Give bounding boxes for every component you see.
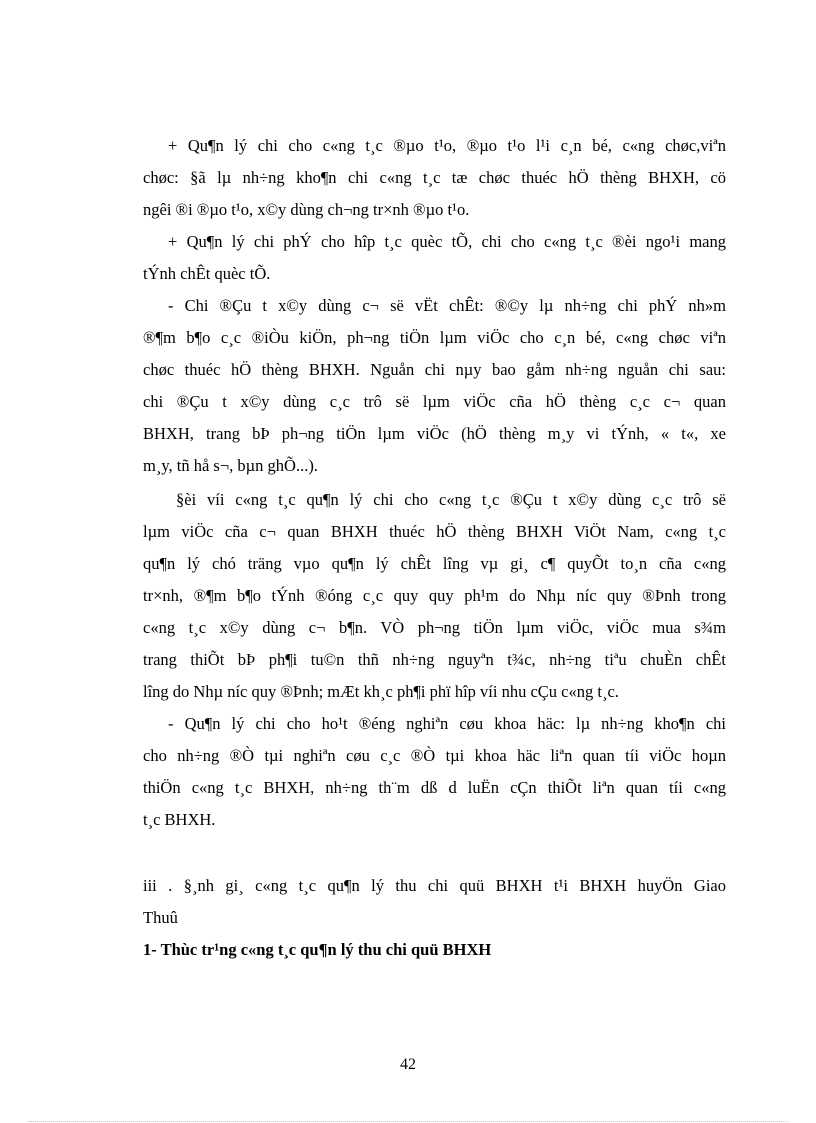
paragraph-line: chøc: §ã lµ nh÷ng kho¶n chi c«ng t¸c tæ chøc thuéc hÖ thèng BHXH, cö (143, 168, 726, 187)
paragraph-line: §èi víi c«ng t¸c qu¶n lý chi cho c«ng t¸c ®Çu t x©y dùng c¸c trô së (176, 490, 726, 509)
paragraph-line: trang thiÕt bÞ ph¶i tu©n thñ nh÷ng nguyªn t¾c, nh÷ng tiªu chuÈn chÊt (143, 650, 726, 669)
paragraph-line: chi ®Çu t x©y dùng c¸c trô së lµm viÖc cña hÖ thèng c¸c c¬ quan (143, 392, 726, 411)
paragraph-line: ®¶m b¶o c¸c ®iÒu kiÖn, ph¬ng tiÖn lµm viÖc cho c¸n bé, c«ng chøc viªn (143, 328, 726, 347)
paragraph-line: qu¶n lý chó träng vµo qu¶n lý chÊt lîng vµ gi¸ c¶ quyÕt to¸n cña c«ng (143, 554, 726, 573)
paragraph-line: tr×nh, ®¶m b¶o tÝnh ®óng c¸c quy quy ph¹m do Nhµ níc quy ®Þnh trong (143, 586, 726, 605)
paragraph-line: - Chi ®Çu t x©y dùng c¬ së vËt chÊt: ®©y lµ nh÷ng chi phÝ nh»m (168, 296, 726, 315)
paragraph-line: m¸y, tñ hå s¬, bµn ghÕ...). (143, 456, 318, 475)
section-heading-line: Thuû (143, 908, 178, 927)
paragraph-line: tÝnh chÊt quèc tÕ. (143, 264, 271, 283)
subsection-heading: 1- Thùc tr¹ng c«ng t¸c qu¶n lý thu chi quü BHXH (143, 940, 492, 959)
paragraph-line: + Qu¶n lý chi cho c«ng t¸c ®µo t¹o, ®µo t¹o l¹i c¸n bé, c«ng chøc,viªn (168, 136, 726, 155)
paragraph-line: lîng do Nhµ níc quy ®Þnh; mÆt kh¸c ph¶i phï hîp víi nhu cÇu c«ng t¸c. (143, 682, 619, 701)
paragraph-line: lµm viÖc cña c¬ quan BHXH thuéc hÖ thèng BHXH ViÖt Nam, c«ng t¸c (143, 522, 726, 541)
paragraph-line: ngêi ®i ®µo t¹o, x©y dùng ch¬ng tr×nh ®µo t¹o. (143, 200, 470, 219)
paragraph-line: + Qu¶n lý chi phÝ cho hîp t¸c quèc tÕ, chi cho c«ng t¸c ®èi ngo¹i mang (168, 232, 726, 251)
paragraph-line: BHXH, trang bÞ ph¬ng tiÖn lµm viÖc (hÖ thèng m¸y vi tÝnh, « t«, xe (143, 424, 726, 443)
page-number: 42 (400, 1056, 416, 1073)
paragraph-line: t¸c BHXH. (143, 810, 216, 829)
paragraph-line: cho nh÷ng ®Ò tµi nghiªn cøu c¸c ®Ò tµi khoa häc liªn quan tíi viÖc hoµn (143, 746, 726, 765)
page-bottom-divider (28, 1121, 788, 1122)
paragraph-line: chøc thuéc hÖ thèng BHXH. Nguån chi nµy bao gåm nh÷ng nguån chi sau: (143, 360, 726, 379)
paragraph-line: - Qu¶n lý chi cho ho¹t ®éng nghiªn cøu khoa häc: lµ nh÷ng kho¶n chi (168, 714, 726, 733)
section-heading-line: iii . §¸nh gi¸ c«ng t¸c qu¶n lý thu chi quü BHXH t¹i BHXH huyÖn Giao (143, 876, 726, 895)
paragraph-line: thiÖn c«ng t¸c BHXH, nh÷ng th¨m dß d luËn cÇn thiÕt liªn quan tíi c«ng (143, 778, 726, 797)
paragraph-line: c«ng t¸c x©y dùng c¬ b¶n. VÒ ph¬ng tiÖn lµm viÖc, viÖc mua s¾m (143, 618, 726, 637)
